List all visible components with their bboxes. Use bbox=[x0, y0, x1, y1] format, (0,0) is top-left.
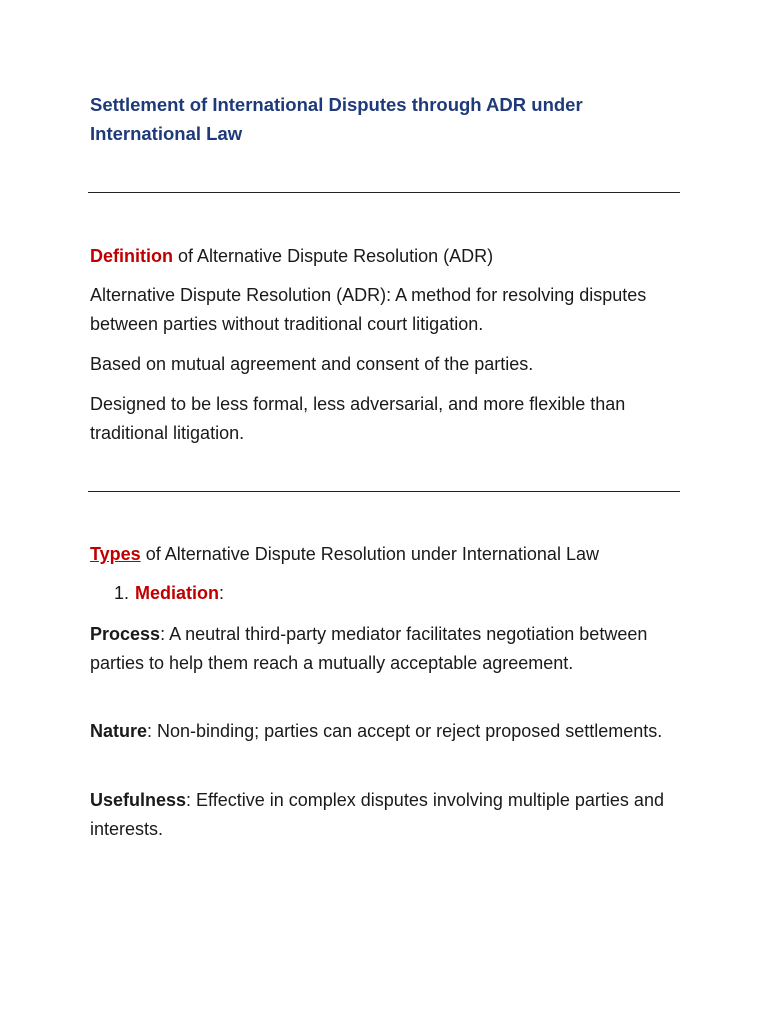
nature-text: : Non-binding; parties can accept or reject proposed settlements. bbox=[147, 721, 663, 741]
usefulness-text: : Effective in complex disputes involving multiple parties and interests. bbox=[90, 790, 664, 839]
mediation-suffix: : bbox=[219, 583, 225, 603]
definition-paragraph: Designed to be less formal, less adversarial, and more flexible than traditional litigation. bbox=[90, 394, 626, 443]
definition-paragraph: Based on mutual agreement and consent of the parties. bbox=[90, 354, 534, 374]
definition-keyword: Definition bbox=[90, 246, 173, 266]
definition-heading-rest: of Alternative Dispute Resolution (ADR) bbox=[173, 246, 494, 266]
process-label: Process bbox=[90, 624, 161, 644]
horizontal-divider bbox=[88, 491, 680, 492]
document-title: Settlement of International Disputes through ADR under International Law bbox=[90, 94, 583, 144]
nature-label: Nature bbox=[90, 721, 148, 741]
process-text: : A neutral third-party mediator facilitates negotiation between parties to help them reach a mutually acceptable agreement. bbox=[90, 624, 648, 673]
definition-heading bbox=[90, 242, 682, 271]
types-heading-rest: of Alternative Dispute Resolution under International Law bbox=[140, 544, 599, 564]
mediation-nature bbox=[90, 717, 682, 746]
mediation-label: Mediation bbox=[135, 583, 219, 603]
definition-paragraph: Alternative Dispute Resolution (ADR): A method for resolving disputes between parties without traditional court litigation. bbox=[90, 285, 647, 334]
types-keyword: Types bbox=[90, 544, 141, 564]
types-heading bbox=[90, 540, 682, 569]
mediation-usefulness bbox=[90, 786, 682, 844]
list-number: 1. bbox=[114, 583, 130, 603]
mediation-process bbox=[90, 620, 682, 678]
list-item-mediation bbox=[114, 579, 224, 608]
horizontal-divider bbox=[88, 192, 680, 193]
usefulness-label: Usefulness bbox=[90, 790, 187, 810]
